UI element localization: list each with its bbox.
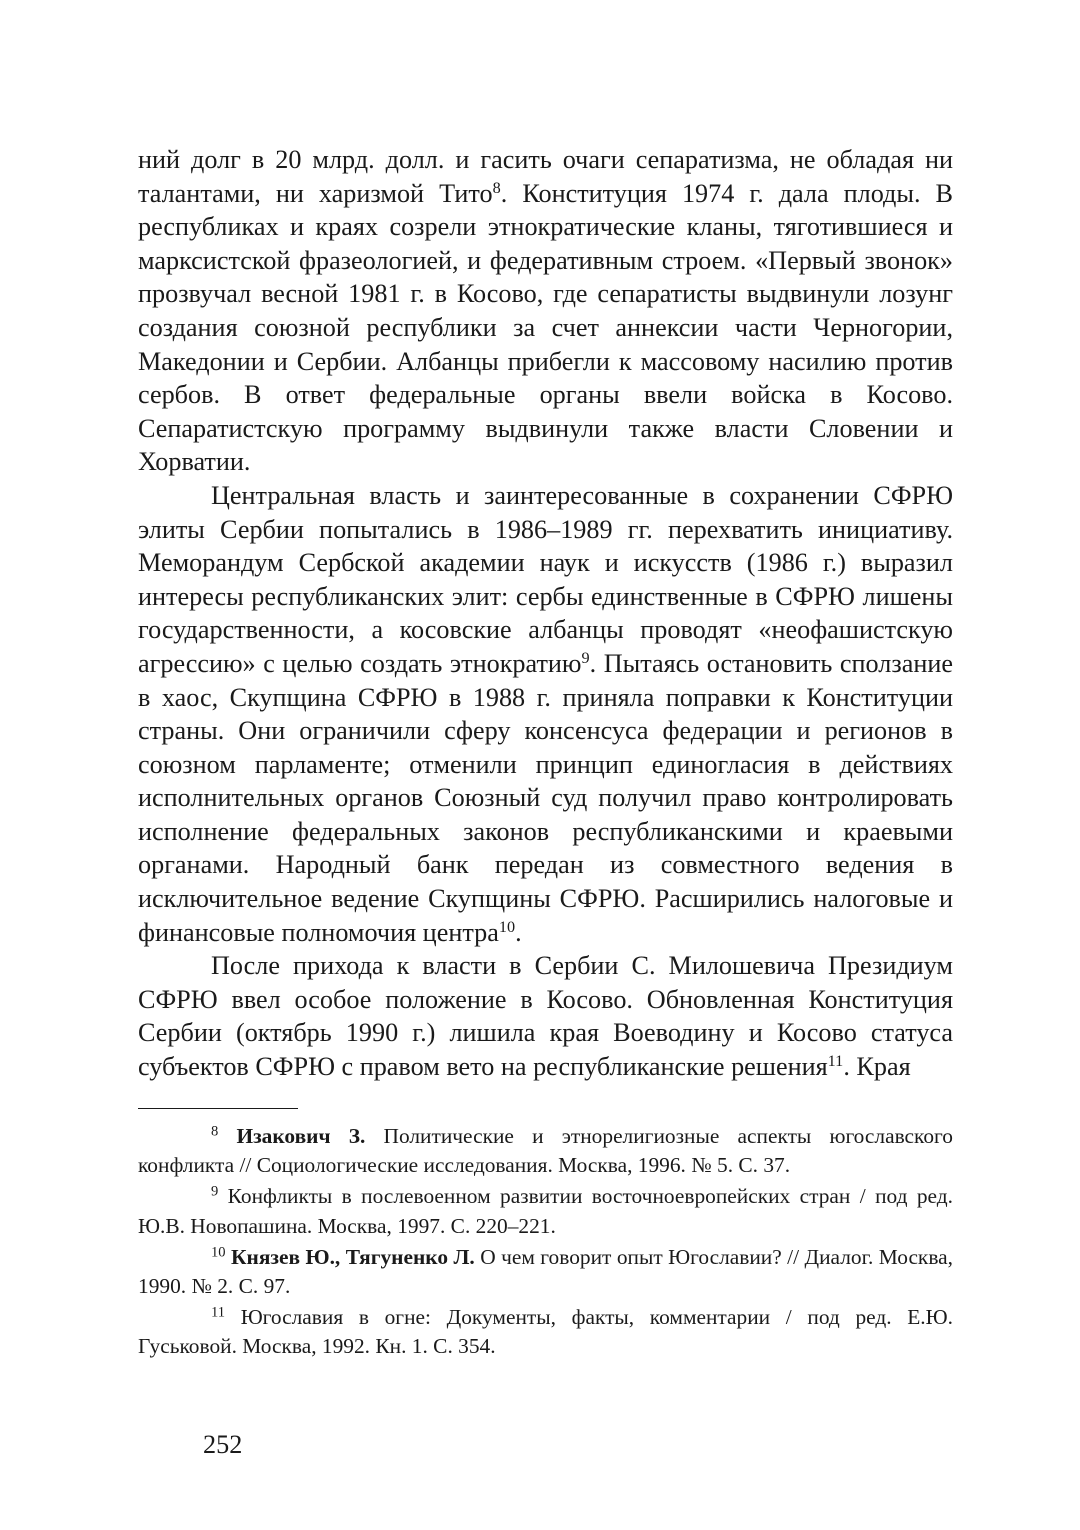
paragraph-1 [138,143,953,479]
footnote-ref-11[interactable]: 11 [827,1052,844,1071]
text-run: . Конституция 1974 г. дала плоды. В республиках и краях созрели этнократические кланы, тяготившиеся и марксистской фразеологией, и федеративным строем. «Первый звонок» прозвучал весной 1981 г. в Косово, где сепаратисты выдвинули лозунг создания союзной республики за счет аннексии части Черногории, Македонии и Сербии. Албанцы прибегли к массовому насилию против сербов. В ответ федеральные органы ввели войска в Косово. Сепаратистскую программу выдвинули также власти Словении и Хорватии. [138,178,953,477]
text-run: После прихода к власти в Сербии С. Милошевича Президиум СФРЮ ввел особое положение в Косово. Обновленная Конституция Сербии (октябрь 1990 г.) лишила края Воеводину и Косово статуса субъектов СФРЮ с правом вето на республиканские решения [138,951,953,1082]
footnotes [138,1122,953,1364]
footnote-text: Конфликты в послевоенном развитии восточноевропейских стран / под ред. Ю.В. Новопашина. Москва, 1997. С. 220–221. [138,1184,953,1238]
text-run: . Края [843,1052,911,1082]
footnote-ref-8[interactable]: 8 [492,178,501,197]
footnote-author: Изакович З. [236,1124,366,1148]
footnote-9 [138,1182,953,1240]
page-number: 252 [203,1430,243,1459]
footnote-8 [138,1122,953,1180]
footnote-number: 9 [211,1184,219,1201]
footnote-number: 10 [211,1244,226,1261]
main-text [138,143,953,1084]
footnote-text: Югославия в огне: Документы, факты, комментарии / под ред. Е.Ю. Гуськовой. Москва, 1992. Кн. 1. С. 354. [138,1305,953,1359]
footnote-ref-9[interactable]: 9 [581,648,590,667]
footnote-text: О чем говорит опыт Югославии? // Диалог. Москва, 1990. № 2. С. 97. [138,1244,953,1299]
paragraph-2 [138,479,953,949]
footnote-10 [138,1243,953,1301]
footnote-author: Князев Ю., Тягуненко Л. [231,1244,475,1269]
footnote-number: 8 [211,1123,219,1140]
paragraph-3 [138,949,953,1083]
footnote-text: Политические и этнорелигиозные аспекты югославского конфликта // Социологические исследования. Москва, 1996. № 5. С. 37. [138,1124,953,1178]
text-run: . [515,917,522,947]
footnote-separator [138,1108,298,1109]
footnote-ref-10[interactable]: 10 [498,917,516,936]
text-run: . Пытаясь остановить сползание в хаос, Скупщина СФРЮ в 1988 г. приняла поправки к Конституции страны. Они ограничили сферу консенсуса федерации и регионов в союзном парламенте; отменили принцип единогласия в действиях исполнительных органов Союзный суд получил право контролировать исполнение федеральных законов республиканскими и краевыми органами. Народный банк передан из совместного ведения в исключительное ведение Скупщины СФРЮ. Расширились налоговые и финансовые полномочия центра [138,648,953,947]
footnote-11 [138,1303,953,1361]
text-run: Центральная власть и заинтересованные в сохранении СФРЮ элиты Сербии попытались в 1986–1989 гг. перехватить инициативу. Меморандум Сербской академии наук и искусств (1986 г.) выразил интересы республиканских элит: сербы единственные в СФРЮ лишены государственности, а косовские албанцы проводят «неофашистскую агрессию» с целью создать этнократию [138,480,953,678]
footnote-number: 11 [211,1304,226,1321]
text-run: ний долг в 20 млрд. долл. и гасить очаги сепаратизма, не обладая ни талантами, ни харизмой Тито [138,145,953,208]
